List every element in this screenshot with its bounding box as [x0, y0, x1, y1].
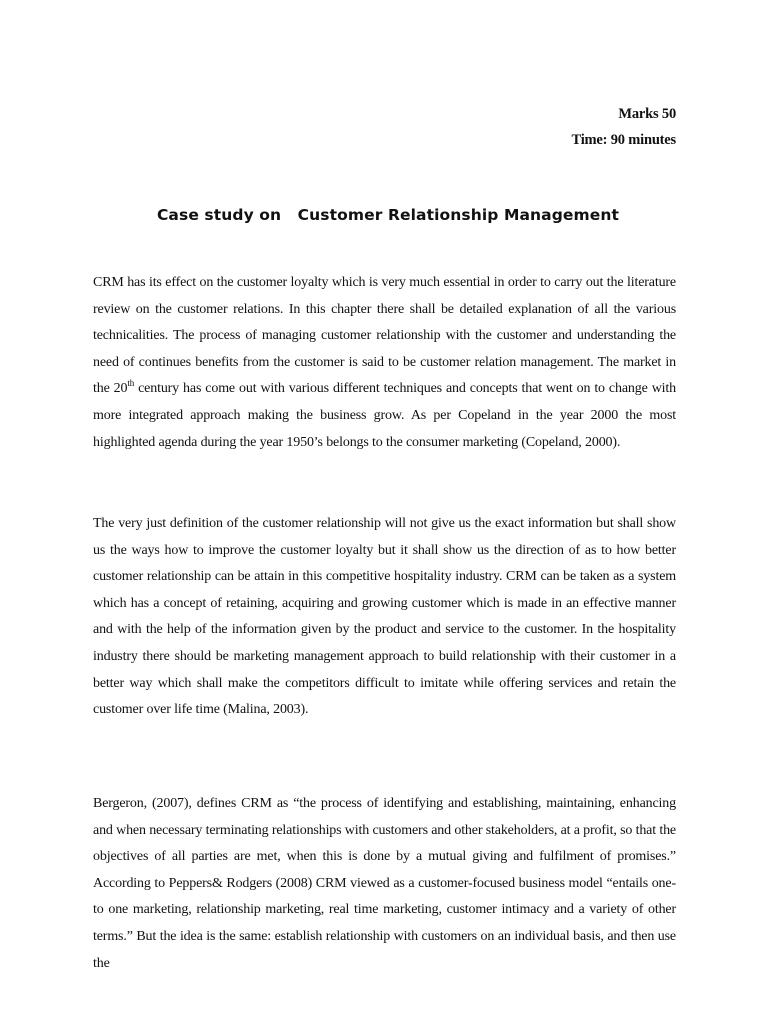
paragraph-2: The very just definition of the customer relationship will not give us the exact information but shall show us the ways how to improve the customer loyalty but it shall show us the direction of as to how better customer relationship can be attain in this competitive hospitality industry. CRM can be taken as a system which has a concept of retaining, acquiring and growing customer which is made in an effective manner and with the help of the information given by the product and service to the customer. In the hospitality industry there should be marketing management approach to build relationship with their customer in a better way which shall make the competitors difficult to imitate while offering services and retain the customer over life time (Malina, 2003). — [93, 516, 676, 718]
ordinal-superscript: th — [127, 378, 135, 389]
paragraph-3: Bergeron, (2007), defines CRM as “the process of identifying and establishing, maintaining, enhancing and when necessary terminating relationships with customers and other stakeholders, at a profit, so that the objectives of all parties are met, when this is done by a mutual giving and fulfilment of promises.” According to Peppers& Rodgers (2008) CRM viewed as a customer-focused business model “entails one-to one marketing, relationship marketing, real time marketing, customer intimacy and a variety of other terms.” But the idea is the same: establish relationship with customers on an individual basis, and then use the — [93, 796, 676, 971]
paragraph-1 — [93, 270, 676, 456]
marks-label: Marks 50 — [618, 106, 676, 122]
page-title: Case study on Customer Relationship Management — [156, 206, 620, 224]
paragraph-1-text-a: CRM has its effect on the customer loyalty which is very much essential in order to carry out the literature review on the customer relations. In this chapter there shall be detailed explanation of all the various technicalities. The process of managing customer relationship with the customer and understanding the need of continues benefits from the customer is said to be customer relation management. The market in the 20 — [93, 275, 676, 397]
paragraph-1-text-b: century has come out with various different techniques and concepts that went on to change with more integrated approach making the business grow. As per Copeland in the year 2000 the most highlighted agenda during the year 1950’s belongs to the consumer marketing (Copeland, 2000). — [93, 381, 676, 450]
time-label: Time: 90 minutes — [571, 132, 676, 148]
